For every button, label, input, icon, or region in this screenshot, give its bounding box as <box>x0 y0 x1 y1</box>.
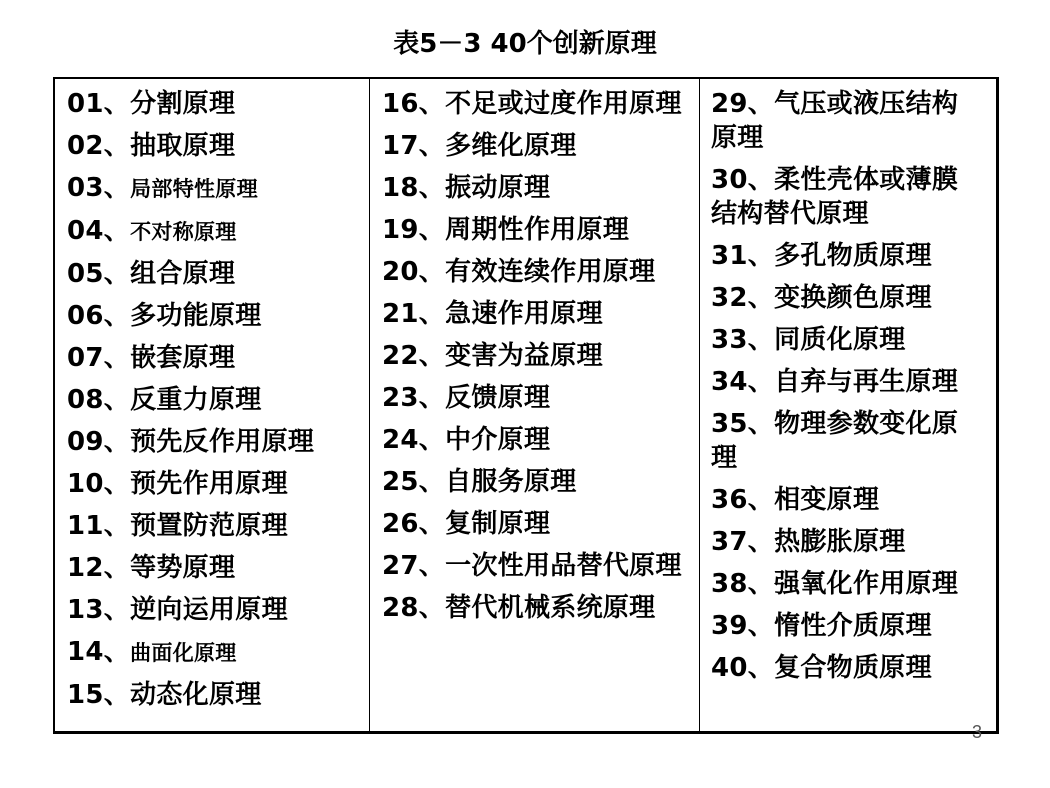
list-item: 36、相变原理 <box>711 485 880 515</box>
list-item: 37、热膨胀原理 <box>711 527 906 557</box>
list-item: 07、嵌套原理 <box>67 343 236 373</box>
page-number: 3 <box>972 722 983 742</box>
page-title: 表5－3 40个创新原理 <box>393 29 657 59</box>
item-text: 曲面化原理 <box>130 641 237 665</box>
list-item: 08、反重力原理 <box>67 385 262 415</box>
table-column-2 <box>370 79 700 731</box>
list-item: 34、自弃与再生原理 <box>711 367 959 397</box>
list-item: 33、同质化原理 <box>711 325 906 355</box>
list-item: 39、惰性介质原理 <box>711 611 932 641</box>
list-item: 12、等势原理 <box>67 553 236 583</box>
list-item: 18、振动原理 <box>382 173 551 203</box>
list-item: 23、反馈原理 <box>382 383 551 413</box>
list-item: 20、有效连续作用原理 <box>382 257 656 287</box>
item-number: 14、 <box>67 637 131 667</box>
list-item: 13、逆向运用原理 <box>67 595 288 625</box>
list-item: 06、多功能原理 <box>67 301 262 331</box>
list-item <box>67 635 369 670</box>
table-column-1 <box>55 79 370 731</box>
list-item: 22、变害为益原理 <box>382 341 603 371</box>
list-item: 01、分割原理 <box>67 89 236 119</box>
list-item: 10、预先作用原理 <box>67 469 288 499</box>
list-item: 05、组合原理 <box>67 259 236 289</box>
list-item: 40、复合物质原理 <box>711 653 932 683</box>
list-item: 29、气压或液压结构原理 <box>711 89 959 153</box>
list-item: 30、柔性壳体或薄膜结构替代原理 <box>711 165 959 229</box>
list-item: 25、自服务原理 <box>382 467 577 497</box>
item-text: 局部特性原理 <box>130 177 258 201</box>
list-item: 26、复制原理 <box>382 509 551 539</box>
list-item: 21、急速作用原理 <box>382 299 603 329</box>
list-item: 11、预置防范原理 <box>67 511 288 541</box>
list-item: 31、多孔物质原理 <box>711 241 932 271</box>
item-number: 04、 <box>67 216 131 246</box>
list-item: 27、一次性用品替代原理 <box>382 551 682 581</box>
list-item: 02、抽取原理 <box>67 131 236 161</box>
list-item: 16、不足或过度作用原理 <box>382 89 682 119</box>
list-item: 35、物理参数变化原理 <box>711 409 959 473</box>
list-item: 28、替代机械系统原理 <box>382 593 656 623</box>
table-column-3 <box>700 79 996 731</box>
list-item: 32、变换颜色原理 <box>711 283 932 313</box>
principles-table <box>53 77 999 734</box>
list-item: 24、中介原理 <box>382 425 551 455</box>
list-item: 09、预先反作用原理 <box>67 427 315 457</box>
item-text: 不对称原理 <box>130 220 237 244</box>
list-item: 38、强氧化作用原理 <box>711 569 959 599</box>
item-number: 03、 <box>67 173 131 203</box>
list-item <box>67 214 369 249</box>
list-item <box>67 171 369 206</box>
list-item: 19、周期性作用原理 <box>382 215 630 245</box>
list-item: 17、多维化原理 <box>382 131 577 161</box>
list-item: 15、动态化原理 <box>67 680 262 710</box>
